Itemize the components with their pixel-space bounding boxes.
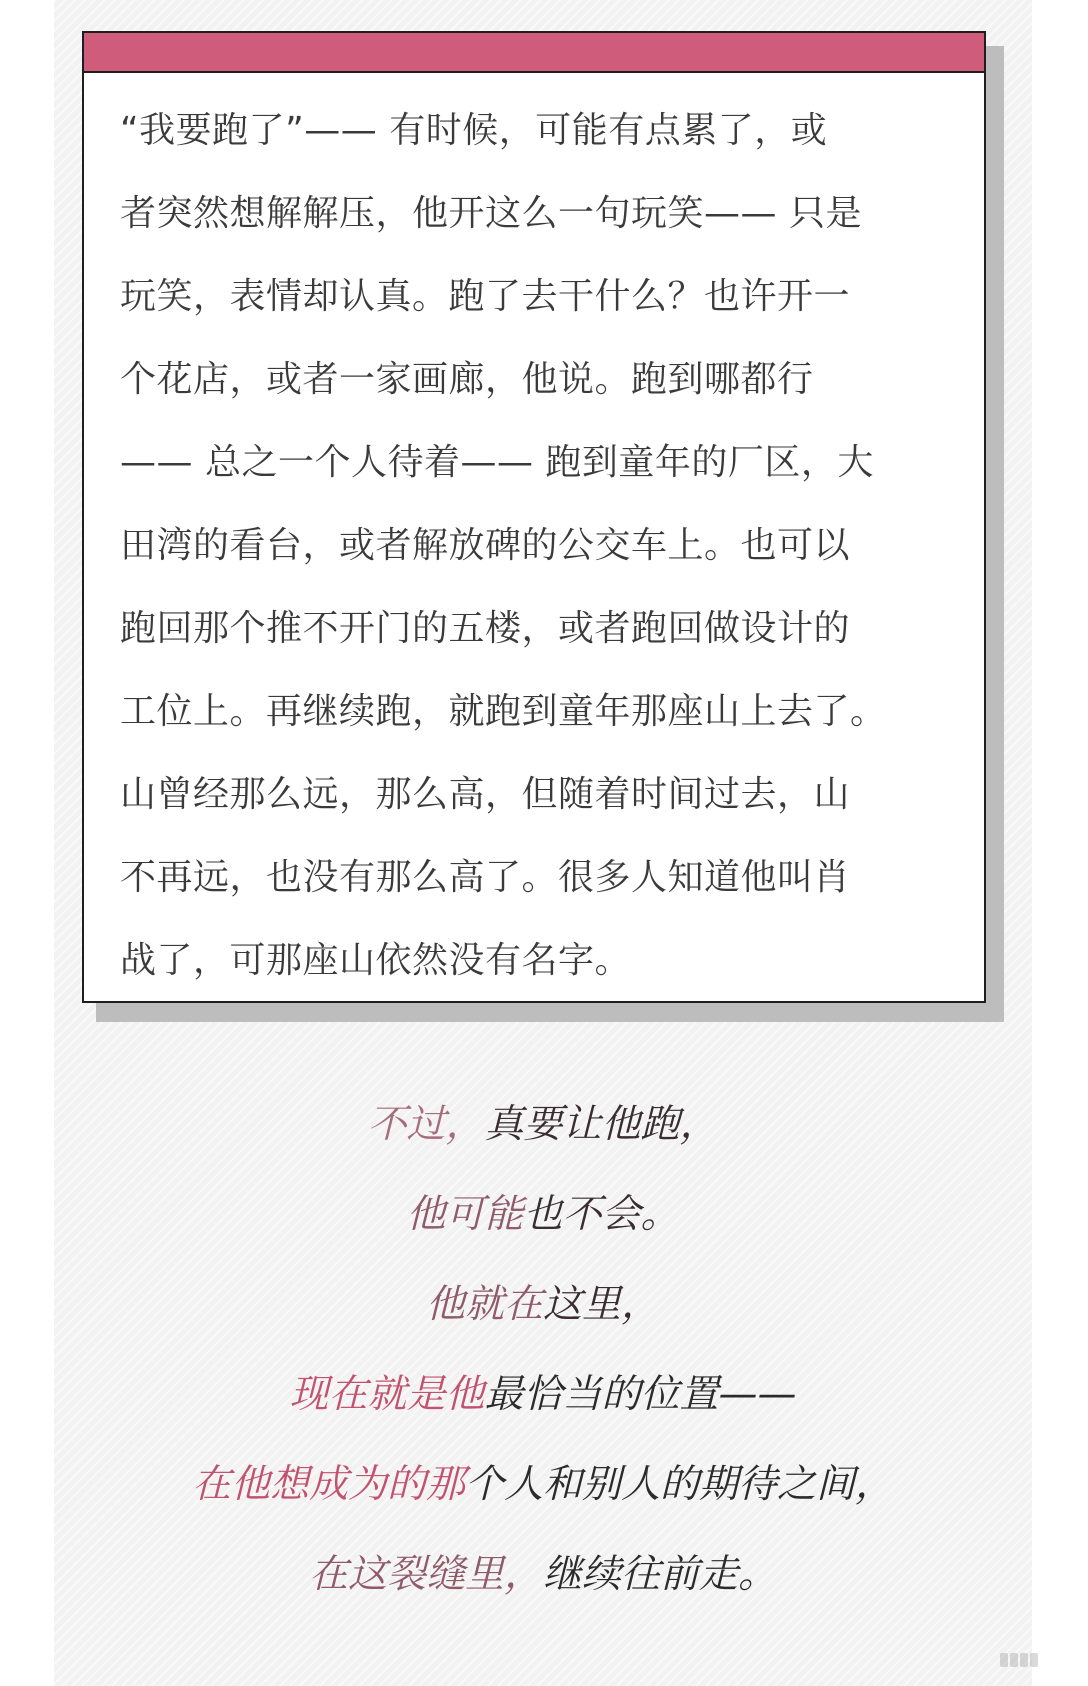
text-card [82, 31, 986, 1003]
paragraph-line: 玩笑，表情却认真。跑了去干什么？也许开一 [120, 276, 851, 317]
verse-segment: 在他想成为的那 [191, 1462, 465, 1507]
verse-segment: 他就在 [425, 1282, 543, 1327]
verse-line [54, 1350, 1032, 1440]
paragraph-line: 工位上。再继续跑，就跑到童年那座山上去了。 [120, 691, 887, 732]
verse-segment: 也不会。 [523, 1192, 680, 1237]
verse-segment: 个人和别人的期待之间， [465, 1462, 895, 1507]
verse-segment: 在这裂缝里， [308, 1552, 543, 1597]
paragraph-line: 战了，可那座山依然没有名字。 [120, 940, 632, 981]
paragraph-line: 山曾经那么远，那么高，但随着时间过去，山 [120, 774, 851, 815]
verse-line [54, 1440, 1032, 1530]
paragraph-line: 者突然想解解压，他开这么一句玩笑—— 只是 [120, 193, 862, 234]
paragraph-line: 个花店，或者一家画廊，他说。跑到哪都行 [120, 359, 814, 400]
verse-segment: 现在就是他 [289, 1372, 485, 1417]
paragraph-line: 田湾的看台，或者解放碑的公交车上。也可以 [120, 525, 851, 566]
paragraph-line: —— 总之一个人待着—— 跑到童年的厂区，大 [120, 442, 874, 483]
verse-line [54, 1530, 1032, 1620]
paragraph-line: “我要跑了”—— 有时候，可能有点累了，或 [120, 110, 828, 151]
verse-segment: 真要让他跑， [484, 1102, 719, 1147]
verse-segment: 这里， [543, 1282, 661, 1327]
card-header-bar [84, 33, 984, 73]
paragraph-line: 不再远，也没有那么高了。很多人知道他叫肖 [120, 857, 851, 898]
watermark-icon [1000, 1652, 1060, 1672]
paragraph-line: 跑回那个推不开门的五楼，或者跑回做设计的 [120, 608, 851, 649]
verse-line [54, 1260, 1032, 1350]
verse-line [54, 1080, 1032, 1170]
card-body [120, 89, 970, 1002]
verse-line [54, 1170, 1032, 1260]
verse-segment: 他可能 [406, 1192, 524, 1237]
closing-verse [54, 1080, 1032, 1620]
verse-segment: 不过， [367, 1102, 485, 1147]
verse-segment: 继续往前走。 [543, 1552, 778, 1597]
verse-segment: 最恰当的位置—— [484, 1372, 797, 1417]
